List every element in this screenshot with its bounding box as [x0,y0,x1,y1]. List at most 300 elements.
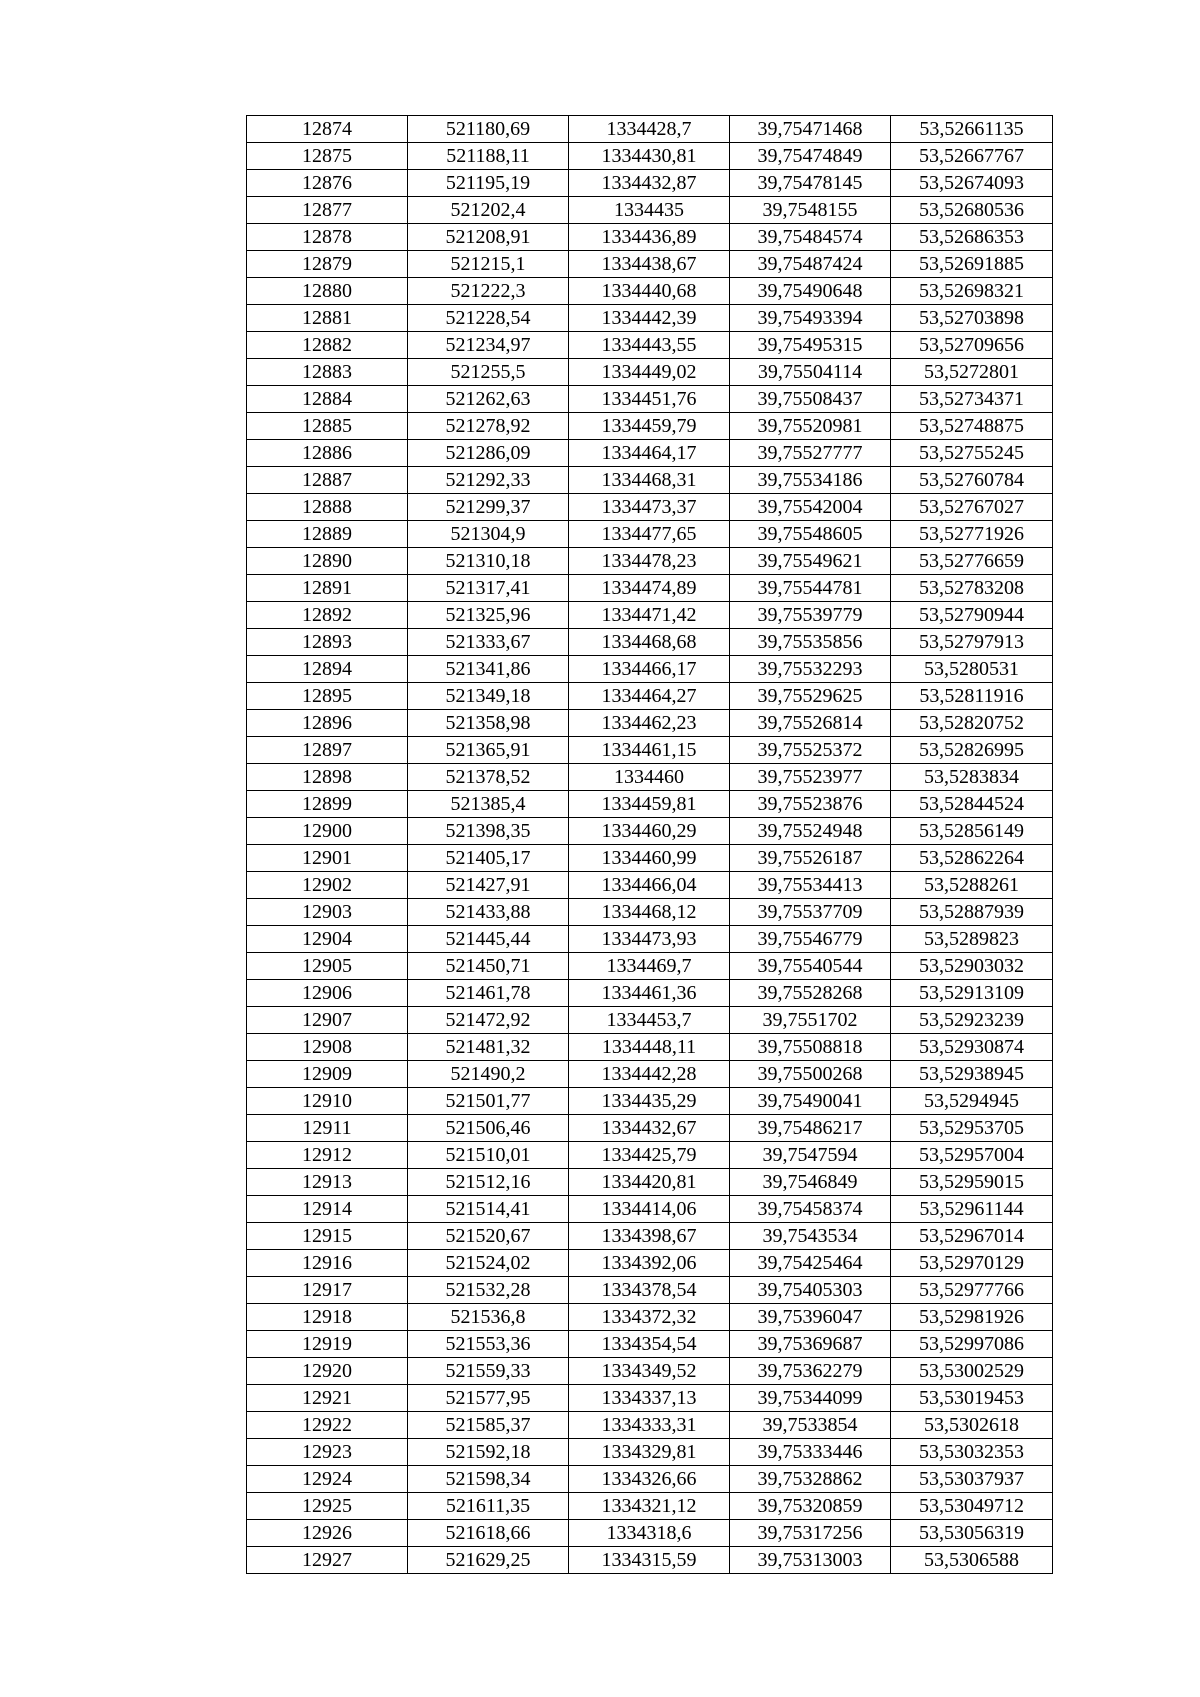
x-coordinate-cell: 521598,34 [408,1466,569,1493]
longitude-cell: 53,52913109 [891,980,1053,1007]
x-coordinate-cell: 521618,66 [408,1520,569,1547]
longitude-cell: 53,52903032 [891,953,1053,980]
longitude-cell: 53,52961144 [891,1196,1053,1223]
longitude-cell: 53,5280531 [891,656,1053,683]
point-number-cell: 12888 [247,494,408,521]
y-coordinate-cell: 1334432,87 [569,170,730,197]
y-coordinate-cell: 1334442,39 [569,305,730,332]
table-row [247,1061,1053,1088]
x-coordinate-cell: 521472,92 [408,1007,569,1034]
y-coordinate-cell: 1334468,68 [569,629,730,656]
latitude-cell: 39,75362279 [730,1358,891,1385]
table-row [247,1466,1053,1493]
y-coordinate-cell: 1334378,54 [569,1277,730,1304]
point-number-cell: 12900 [247,818,408,845]
table-row [247,1169,1053,1196]
latitude-cell: 39,75534413 [730,872,891,899]
point-number-cell: 12882 [247,332,408,359]
latitude-cell: 39,75523977 [730,764,891,791]
y-coordinate-cell: 1334473,93 [569,926,730,953]
longitude-cell: 53,52760784 [891,467,1053,494]
x-coordinate-cell: 521234,97 [408,332,569,359]
latitude-cell: 39,75495315 [730,332,891,359]
table-row [247,818,1053,845]
point-number-cell: 12884 [247,386,408,413]
point-number-cell: 12920 [247,1358,408,1385]
x-coordinate-cell: 521553,36 [408,1331,569,1358]
point-number-cell: 12905 [247,953,408,980]
table-row [247,1142,1053,1169]
latitude-cell: 39,75478145 [730,170,891,197]
table-row [247,980,1053,1007]
longitude-cell: 53,52887939 [891,899,1053,926]
y-coordinate-cell: 1334461,15 [569,737,730,764]
table-row [247,1412,1053,1439]
coordinates-table [246,115,1053,1574]
point-number-cell: 12899 [247,791,408,818]
y-coordinate-cell: 1334372,32 [569,1304,730,1331]
longitude-cell: 53,52661135 [891,116,1053,143]
table-row [247,467,1053,494]
y-coordinate-cell: 1334469,7 [569,953,730,980]
y-coordinate-cell: 1334460 [569,764,730,791]
table-row [247,332,1053,359]
table-row [247,602,1053,629]
longitude-cell: 53,52771926 [891,521,1053,548]
latitude-cell: 39,75520981 [730,413,891,440]
x-coordinate-cell: 521510,01 [408,1142,569,1169]
latitude-cell: 39,75539779 [730,602,891,629]
y-coordinate-cell: 1334440,68 [569,278,730,305]
y-coordinate-cell: 1334432,67 [569,1115,730,1142]
point-number-cell: 12893 [247,629,408,656]
latitude-cell: 39,75369687 [730,1331,891,1358]
longitude-cell: 53,52783208 [891,575,1053,602]
y-coordinate-cell: 1334477,65 [569,521,730,548]
latitude-cell: 39,75405303 [730,1277,891,1304]
latitude-cell: 39,75328862 [730,1466,891,1493]
longitude-cell: 53,52755245 [891,440,1053,467]
point-number-cell: 12925 [247,1493,408,1520]
table-row [247,656,1053,683]
y-coordinate-cell: 1334326,66 [569,1466,730,1493]
x-coordinate-cell: 521255,5 [408,359,569,386]
point-number-cell: 12895 [247,683,408,710]
point-number-cell: 12926 [247,1520,408,1547]
latitude-cell: 39,75542004 [730,494,891,521]
x-coordinate-cell: 521611,35 [408,1493,569,1520]
table-row [247,1277,1053,1304]
latitude-cell: 39,75524948 [730,818,891,845]
point-number-cell: 12903 [247,899,408,926]
x-coordinate-cell: 521427,91 [408,872,569,899]
latitude-cell: 39,75484574 [730,224,891,251]
x-coordinate-cell: 521524,02 [408,1250,569,1277]
longitude-cell: 53,52938945 [891,1061,1053,1088]
longitude-cell: 53,53032353 [891,1439,1053,1466]
point-number-cell: 12915 [247,1223,408,1250]
y-coordinate-cell: 1334459,81 [569,791,730,818]
y-coordinate-cell: 1334318,6 [569,1520,730,1547]
y-coordinate-cell: 1334478,23 [569,548,730,575]
y-coordinate-cell: 1334471,42 [569,602,730,629]
longitude-cell: 53,5302618 [891,1412,1053,1439]
table-row [247,305,1053,332]
longitude-cell: 53,52953705 [891,1115,1053,1142]
table-row [247,1493,1053,1520]
table-row [247,926,1053,953]
table-row [247,278,1053,305]
x-coordinate-cell: 521385,4 [408,791,569,818]
x-coordinate-cell: 521292,33 [408,467,569,494]
x-coordinate-cell: 521286,09 [408,440,569,467]
table-row [247,764,1053,791]
point-number-cell: 12914 [247,1196,408,1223]
x-coordinate-cell: 521317,41 [408,575,569,602]
latitude-cell: 39,75458374 [730,1196,891,1223]
point-number-cell: 12916 [247,1250,408,1277]
latitude-cell: 39,7543534 [730,1223,891,1250]
longitude-cell: 53,5272801 [891,359,1053,386]
x-coordinate-cell: 521398,35 [408,818,569,845]
point-number-cell: 12878 [247,224,408,251]
point-number-cell: 12922 [247,1412,408,1439]
point-number-cell: 12907 [247,1007,408,1034]
y-coordinate-cell: 1334464,27 [569,683,730,710]
point-number-cell: 12917 [247,1277,408,1304]
point-number-cell: 12910 [247,1088,408,1115]
y-coordinate-cell: 1334414,06 [569,1196,730,1223]
longitude-cell: 53,53002529 [891,1358,1053,1385]
point-number-cell: 12904 [247,926,408,953]
table-row [247,548,1053,575]
y-coordinate-cell: 1334464,17 [569,440,730,467]
x-coordinate-cell: 521405,17 [408,845,569,872]
y-coordinate-cell: 1334466,17 [569,656,730,683]
point-number-cell: 12891 [247,575,408,602]
y-coordinate-cell: 1334468,12 [569,899,730,926]
x-coordinate-cell: 521358,98 [408,710,569,737]
table-row [247,440,1053,467]
longitude-cell: 53,52820752 [891,710,1053,737]
table-row [247,521,1053,548]
longitude-cell: 53,52981926 [891,1304,1053,1331]
x-coordinate-cell: 521202,4 [408,197,569,224]
longitude-cell: 53,52826995 [891,737,1053,764]
longitude-cell: 53,52703898 [891,305,1053,332]
point-number-cell: 12923 [247,1439,408,1466]
x-coordinate-cell: 521304,9 [408,521,569,548]
point-number-cell: 12919 [247,1331,408,1358]
y-coordinate-cell: 1334420,81 [569,1169,730,1196]
y-coordinate-cell: 1334461,36 [569,980,730,1007]
latitude-cell: 39,75486217 [730,1115,891,1142]
y-coordinate-cell: 1334354,54 [569,1331,730,1358]
x-coordinate-cell: 521490,2 [408,1061,569,1088]
point-number-cell: 12898 [247,764,408,791]
point-number-cell: 12892 [247,602,408,629]
longitude-cell: 53,52970129 [891,1250,1053,1277]
latitude-cell: 39,75527777 [730,440,891,467]
point-number-cell: 12901 [247,845,408,872]
longitude-cell: 53,5294945 [891,1088,1053,1115]
y-coordinate-cell: 1334460,29 [569,818,730,845]
y-coordinate-cell: 1334435 [569,197,730,224]
point-number-cell: 12913 [247,1169,408,1196]
point-number-cell: 12886 [247,440,408,467]
x-coordinate-cell: 521215,1 [408,251,569,278]
point-number-cell: 12912 [247,1142,408,1169]
x-coordinate-cell: 521180,69 [408,116,569,143]
latitude-cell: 39,7546849 [730,1169,891,1196]
x-coordinate-cell: 521333,67 [408,629,569,656]
y-coordinate-cell: 1334333,31 [569,1412,730,1439]
latitude-cell: 39,75493394 [730,305,891,332]
table-row [247,953,1053,980]
coordinates-table-body [247,116,1053,1574]
latitude-cell: 39,75396047 [730,1304,891,1331]
y-coordinate-cell: 1334474,89 [569,575,730,602]
point-number-cell: 12897 [247,737,408,764]
longitude-cell: 53,52862264 [891,845,1053,872]
longitude-cell: 53,52811916 [891,683,1053,710]
table-row [247,1088,1053,1115]
table-row [247,413,1053,440]
y-coordinate-cell: 1334428,7 [569,116,730,143]
y-coordinate-cell: 1334453,7 [569,1007,730,1034]
longitude-cell: 53,5283834 [891,764,1053,791]
x-coordinate-cell: 521532,28 [408,1277,569,1304]
longitude-cell: 53,52923239 [891,1007,1053,1034]
latitude-cell: 39,75549621 [730,548,891,575]
y-coordinate-cell: 1334468,31 [569,467,730,494]
y-coordinate-cell: 1334460,99 [569,845,730,872]
latitude-cell: 39,75526187 [730,845,891,872]
point-number-cell: 12887 [247,467,408,494]
latitude-cell: 39,75544781 [730,575,891,602]
x-coordinate-cell: 521188,11 [408,143,569,170]
x-coordinate-cell: 521481,32 [408,1034,569,1061]
latitude-cell: 39,75313003 [730,1547,891,1574]
x-coordinate-cell: 521592,18 [408,1439,569,1466]
table-row [247,1034,1053,1061]
point-number-cell: 12875 [247,143,408,170]
longitude-cell: 53,52959015 [891,1169,1053,1196]
table-row [247,1439,1053,1466]
latitude-cell: 39,75532293 [730,656,891,683]
table-row [247,224,1053,251]
longitude-cell: 53,52997086 [891,1331,1053,1358]
table-row [247,629,1053,656]
table-row [247,710,1053,737]
longitude-cell: 53,52698321 [891,278,1053,305]
latitude-cell: 39,75471468 [730,116,891,143]
table-row [247,1115,1053,1142]
longitude-cell: 53,52930874 [891,1034,1053,1061]
table-row [247,251,1053,278]
table-row [247,386,1053,413]
latitude-cell: 39,7533854 [730,1412,891,1439]
latitude-cell: 39,75528268 [730,980,891,1007]
table-row [247,170,1053,197]
table-row [247,359,1053,386]
latitude-cell: 39,75487424 [730,251,891,278]
longitude-cell: 53,5288261 [891,872,1053,899]
table-row [247,1547,1053,1574]
point-number-cell: 12879 [247,251,408,278]
x-coordinate-cell: 521501,77 [408,1088,569,1115]
table-row [247,1196,1053,1223]
x-coordinate-cell: 521299,37 [408,494,569,521]
y-coordinate-cell: 1334315,59 [569,1547,730,1574]
latitude-cell: 39,75508818 [730,1034,891,1061]
table-row [247,737,1053,764]
point-number-cell: 12921 [247,1385,408,1412]
y-coordinate-cell: 1334398,67 [569,1223,730,1250]
y-coordinate-cell: 1334436,89 [569,224,730,251]
x-coordinate-cell: 521365,91 [408,737,569,764]
latitude-cell: 39,75500268 [730,1061,891,1088]
latitude-cell: 39,75504114 [730,359,891,386]
table-row [247,575,1053,602]
x-coordinate-cell: 521512,16 [408,1169,569,1196]
latitude-cell: 39,7548155 [730,197,891,224]
point-number-cell: 12911 [247,1115,408,1142]
longitude-cell: 53,52790944 [891,602,1053,629]
x-coordinate-cell: 521536,8 [408,1304,569,1331]
latitude-cell: 39,75526814 [730,710,891,737]
longitude-cell: 53,53037937 [891,1466,1053,1493]
latitude-cell: 39,75508437 [730,386,891,413]
latitude-cell: 39,7551702 [730,1007,891,1034]
table-row [247,116,1053,143]
latitude-cell: 39,75537709 [730,899,891,926]
latitude-cell: 39,75546779 [730,926,891,953]
longitude-cell: 53,52667767 [891,143,1053,170]
x-coordinate-cell: 521559,33 [408,1358,569,1385]
table-row [247,845,1053,872]
latitude-cell: 39,75548605 [730,521,891,548]
latitude-cell: 39,75344099 [730,1385,891,1412]
point-number-cell: 12889 [247,521,408,548]
point-number-cell: 12896 [247,710,408,737]
longitude-cell: 53,53056319 [891,1520,1053,1547]
y-coordinate-cell: 1334442,28 [569,1061,730,1088]
longitude-cell: 53,52856149 [891,818,1053,845]
y-coordinate-cell: 1334425,79 [569,1142,730,1169]
point-number-cell: 12890 [247,548,408,575]
point-number-cell: 12874 [247,116,408,143]
y-coordinate-cell: 1334451,76 [569,386,730,413]
point-number-cell: 12883 [247,359,408,386]
x-coordinate-cell: 521349,18 [408,683,569,710]
y-coordinate-cell: 1334473,37 [569,494,730,521]
table-row [247,1007,1053,1034]
x-coordinate-cell: 521341,86 [408,656,569,683]
point-number-cell: 12877 [247,197,408,224]
point-number-cell: 12881 [247,305,408,332]
x-coordinate-cell: 521506,46 [408,1115,569,1142]
y-coordinate-cell: 1334321,12 [569,1493,730,1520]
latitude-cell: 39,75529625 [730,683,891,710]
x-coordinate-cell: 521450,71 [408,953,569,980]
x-coordinate-cell: 521228,54 [408,305,569,332]
y-coordinate-cell: 1334438,67 [569,251,730,278]
x-coordinate-cell: 521262,63 [408,386,569,413]
point-number-cell: 12876 [247,170,408,197]
table-row [247,1358,1053,1385]
y-coordinate-cell: 1334349,52 [569,1358,730,1385]
x-coordinate-cell: 521461,78 [408,980,569,1007]
x-coordinate-cell: 521577,95 [408,1385,569,1412]
x-coordinate-cell: 521195,19 [408,170,569,197]
y-coordinate-cell: 1334466,04 [569,872,730,899]
x-coordinate-cell: 521325,96 [408,602,569,629]
longitude-cell: 53,5289823 [891,926,1053,953]
x-coordinate-cell: 521208,91 [408,224,569,251]
latitude-cell: 39,75523876 [730,791,891,818]
latitude-cell: 39,75534186 [730,467,891,494]
x-coordinate-cell: 521222,3 [408,278,569,305]
x-coordinate-cell: 521278,92 [408,413,569,440]
latitude-cell: 39,75474849 [730,143,891,170]
point-number-cell: 12880 [247,278,408,305]
point-number-cell: 12918 [247,1304,408,1331]
x-coordinate-cell: 521585,37 [408,1412,569,1439]
longitude-cell: 53,52977766 [891,1277,1053,1304]
longitude-cell: 53,52691885 [891,251,1053,278]
table-row [247,143,1053,170]
x-coordinate-cell: 521514,41 [408,1196,569,1223]
longitude-cell: 53,53019453 [891,1385,1053,1412]
y-coordinate-cell: 1334443,55 [569,332,730,359]
table-row [247,899,1053,926]
table-row [247,872,1053,899]
y-coordinate-cell: 1334337,13 [569,1385,730,1412]
table-row [247,1520,1053,1547]
y-coordinate-cell: 1334329,81 [569,1439,730,1466]
latitude-cell: 39,75317256 [730,1520,891,1547]
table-row [247,1331,1053,1358]
point-number-cell: 12909 [247,1061,408,1088]
longitude-cell: 53,52686353 [891,224,1053,251]
x-coordinate-cell: 521378,52 [408,764,569,791]
point-number-cell: 12885 [247,413,408,440]
table-row [247,1385,1053,1412]
x-coordinate-cell: 521433,88 [408,899,569,926]
latitude-cell: 39,75490041 [730,1088,891,1115]
y-coordinate-cell: 1334462,23 [569,710,730,737]
point-number-cell: 12908 [247,1034,408,1061]
table-row [247,494,1053,521]
latitude-cell: 39,75490648 [730,278,891,305]
latitude-cell: 39,75525372 [730,737,891,764]
longitude-cell: 53,53049712 [891,1493,1053,1520]
latitude-cell: 39,75535856 [730,629,891,656]
latitude-cell: 39,75333446 [730,1439,891,1466]
longitude-cell: 53,52844524 [891,791,1053,818]
latitude-cell: 39,75540544 [730,953,891,980]
y-coordinate-cell: 1334459,79 [569,413,730,440]
table-row [247,1304,1053,1331]
longitude-cell: 53,52797913 [891,629,1053,656]
point-number-cell: 12924 [247,1466,408,1493]
x-coordinate-cell: 521445,44 [408,926,569,953]
latitude-cell: 39,75320859 [730,1493,891,1520]
longitude-cell: 53,52734371 [891,386,1053,413]
longitude-cell: 53,52776659 [891,548,1053,575]
longitude-cell: 53,52674093 [891,170,1053,197]
